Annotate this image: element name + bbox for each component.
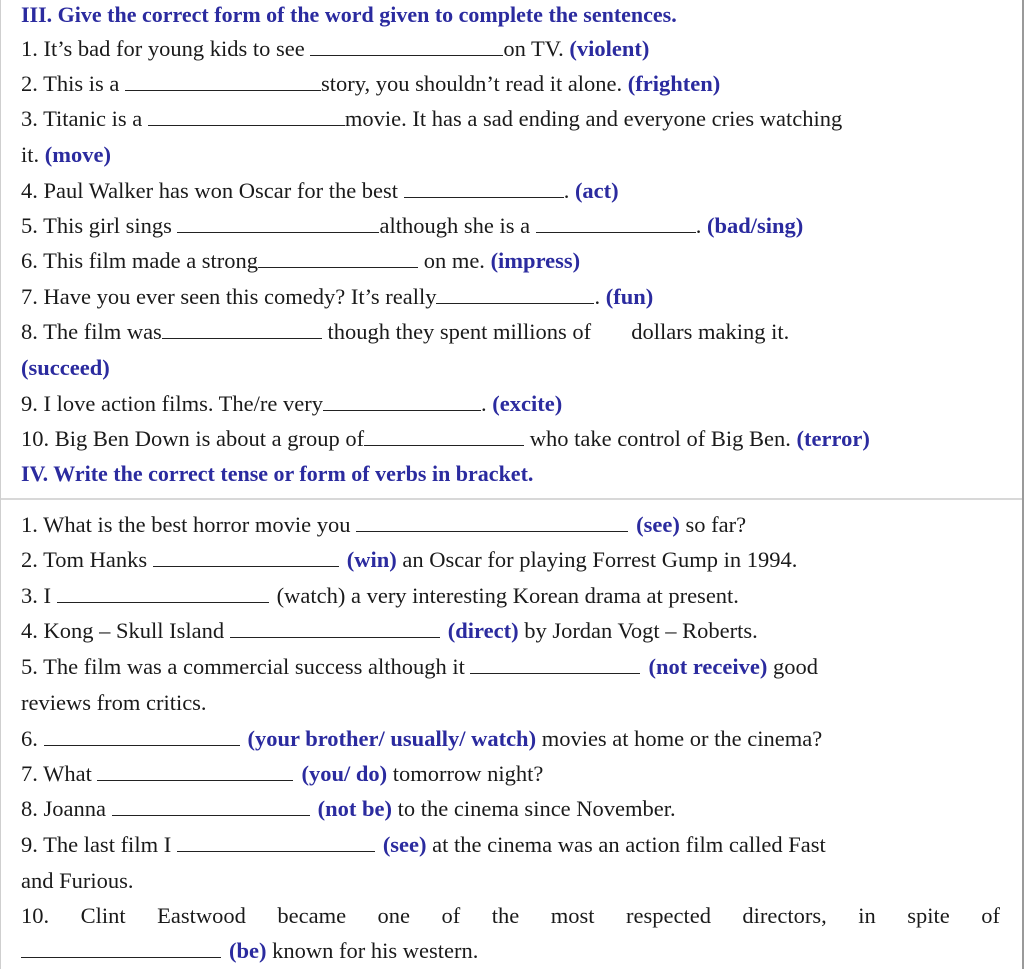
verb-hint: (be) (229, 938, 267, 963)
exercise-4-item-1: 1. What is the best horror movie you (see) so far? (21, 512, 747, 537)
exercise-4-item-9: 9. The last film I (see) at the cinema was an action film called Fast (21, 832, 826, 857)
word-hint: (violent) (569, 36, 650, 61)
answer-blank[interactable] (57, 584, 269, 603)
exercise-4-item-10: 10. Clint Eastwood became one of the most respected directors, in spite of (21, 903, 1000, 928)
exercise-4-item-10-continued: (be) known for his western. (21, 937, 1000, 965)
answer-blank[interactable] (364, 427, 524, 446)
exercise-3-item-2: 2. This is a story, you shouldn’t read it alone. (frighten) (21, 71, 721, 96)
exercise-4-item-8: 8. Joanna (not be) to the cinema since November. (21, 796, 676, 821)
exercise-4-item-3: 3. I (watch) a very interesting Korean drama at present. (21, 583, 739, 608)
exercise-4-item-2: 2. Tom Hanks (win) an Oscar for playing Forrest Gump in 1994. (21, 547, 798, 572)
answer-blank[interactable] (21, 939, 221, 958)
exercise-3-item-4: 4. Paul Walker has won Oscar for the best . (act) (21, 178, 619, 203)
exercise-4-item-5: 5. The film was a commercial success although it (not receive) good (21, 654, 818, 679)
answer-blank[interactable] (536, 214, 696, 233)
exercise-3-item-8-continued (21, 354, 1000, 382)
answer-blank[interactable] (97, 762, 293, 781)
section-3-title: III. Give the correct form of the word given to complete the sentences. (21, 2, 677, 27)
exercise-4-item-9-continued: and Furious. (21, 868, 134, 893)
answer-blank[interactable] (148, 107, 345, 126)
answer-blank[interactable] (177, 833, 375, 852)
section-4-title: IV. Write the correct tense or form of verbs in bracket. (21, 461, 534, 486)
verb-hint: (direct) (447, 618, 519, 643)
exercise-3-item-8: 8. The film was though they spent millions of dollars making it. (21, 319, 790, 344)
verb-hint: (not be) (317, 796, 392, 821)
answer-blank[interactable] (323, 392, 481, 411)
exercise-4-item-7: 7. What (you/ do) tomorrow night? (21, 761, 544, 786)
answer-blank[interactable] (44, 727, 240, 746)
verb-hint: (see) (636, 512, 680, 537)
exercise-4-item-5-continued: reviews from critics. (21, 690, 207, 715)
answer-blank[interactable] (356, 513, 628, 532)
word-hint: (excite) (492, 391, 563, 416)
exercise-3-item-3: 3. Titanic is a movie. It has a sad ending and everyone cries watching (21, 106, 843, 131)
word-hint: (impress) (490, 248, 581, 273)
exercise-3-item-5: 5. This girl sings although she is a . (bad/sing) (21, 213, 804, 238)
word-hint: (bad/sing) (706, 213, 804, 238)
word-hint: (succeed) (21, 355, 110, 380)
word-hint: (terror) (796, 426, 870, 451)
exercise-3-item-7: 7. Have you ever seen this comedy? It’s really . (fun) (21, 284, 654, 309)
answer-blank[interactable] (470, 655, 640, 674)
verb-hint: (see) (382, 832, 427, 857)
verb-hint: (win) (346, 547, 397, 572)
answer-blank[interactable] (310, 37, 503, 56)
answer-blank[interactable] (436, 285, 594, 304)
verb-hint: (watch) (276, 583, 346, 608)
answer-blank[interactable] (153, 548, 339, 567)
word-hint: (act) (574, 178, 619, 203)
word-hint: (fun) (605, 284, 654, 309)
exercise-4-item-4: 4. Kong – Skull Island (direct) by Jordan Vogt – Roberts. (21, 618, 758, 643)
verb-hint: (your brother/ usually/ watch) (247, 726, 537, 751)
exercise-3-item-9: 9. I love action films. The/re very . (excite) (21, 391, 563, 416)
answer-blank[interactable] (404, 179, 564, 198)
section-divider (1, 498, 1022, 500)
exercise-3-item-10: 10. Big Ben Down is about a group of who take control of Big Ben. (terror) (21, 426, 870, 451)
answer-blank[interactable] (112, 797, 310, 816)
word-hint: (frighten) (627, 71, 721, 96)
answer-blank[interactable] (177, 214, 379, 233)
verb-hint: (you/ do) (301, 761, 388, 786)
answer-blank[interactable] (258, 249, 418, 268)
exercise-3-item-6: 6. This film made a strong on me. (impress) (21, 248, 581, 273)
answer-blank[interactable] (230, 619, 440, 638)
exercise-4-item-6: 6. (your brother/ usually/ watch) movies at home or the cinema? (21, 726, 823, 751)
answer-blank[interactable] (162, 320, 322, 339)
verb-hint: (not receive) (648, 654, 768, 679)
answer-blank[interactable] (125, 72, 321, 91)
exercise-3-item-1: 1. It’s bad for young kids to see on TV. (violent) (21, 36, 650, 61)
exercise-3-item-3-continued: it. (move) (21, 142, 111, 167)
word-hint: (move) (44, 142, 111, 167)
